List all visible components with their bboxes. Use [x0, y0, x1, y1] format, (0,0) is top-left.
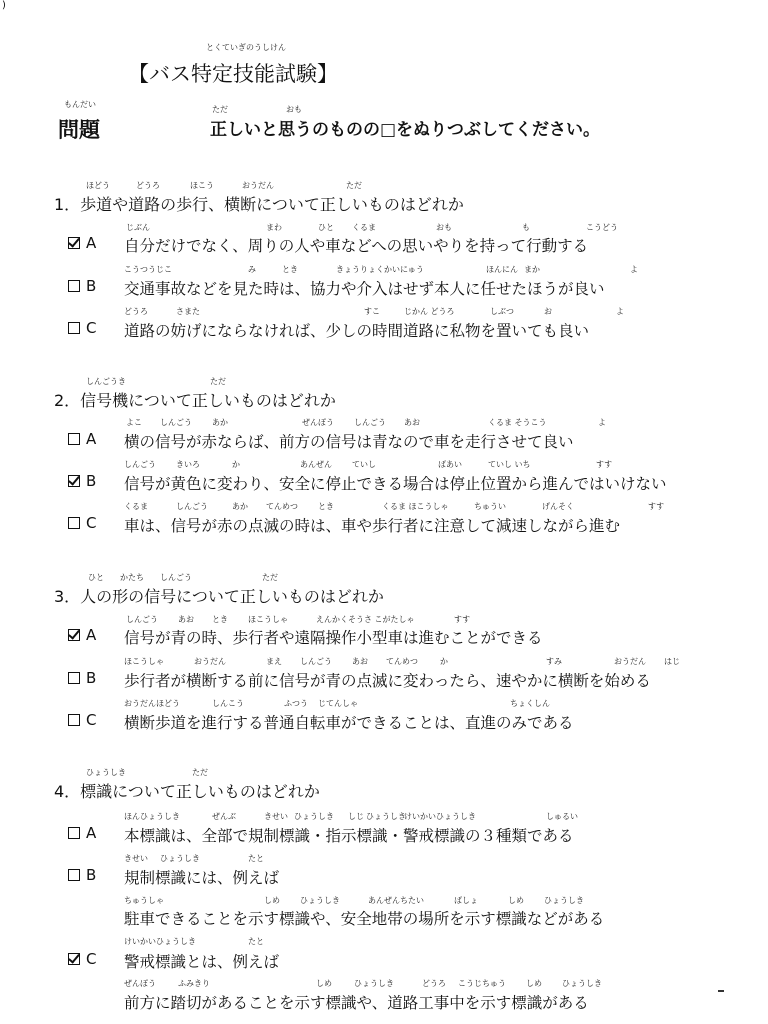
furigana: しんごう	[160, 418, 192, 427]
furigana: おうだん	[194, 657, 226, 666]
corner-mark: )	[2, 0, 6, 11]
furigana: あお	[178, 615, 194, 624]
furigana: かたち	[120, 573, 144, 582]
furigana: ひょうしき	[160, 854, 200, 863]
furigana: しんこう	[212, 699, 244, 708]
furigana: まえ	[266, 657, 282, 666]
furigana: ぜんぽう	[302, 418, 334, 427]
option-letter: A	[86, 626, 97, 644]
furigana: まか	[524, 265, 540, 274]
furigana: きょうりょくかいにゅう	[336, 265, 424, 274]
checkbox-4a[interactable]	[68, 827, 80, 839]
checkbox-2b[interactable]	[68, 475, 80, 487]
instruction-furigana-tada: ただ	[212, 105, 228, 114]
stray-mark	[718, 990, 724, 992]
furigana: しぶつ	[490, 307, 514, 316]
furigana: も	[522, 223, 530, 232]
furigana: きせい	[124, 854, 148, 863]
furigana: けいかいひょうしき	[404, 812, 476, 821]
furigana: ひょうしき	[294, 812, 334, 821]
option-text: 車は、信号が赤の点滅の時は、車や歩行者に注意して減速しながら進む	[124, 517, 621, 535]
furigana: おうだん	[614, 657, 646, 666]
furigana: しめ	[508, 896, 524, 905]
furigana: おうだんほどう	[124, 699, 180, 708]
furigana: じてんしゃ	[318, 699, 358, 708]
furigana: とき	[318, 502, 334, 511]
mondai-label: 問題	[58, 118, 100, 142]
option-text: 信号が黄色に変わり、安全に停止できる場合は停止位置から進んではいけない	[124, 475, 667, 493]
question-text: 1．歩道や道路の歩行、横断について正しいものはどれか	[54, 195, 464, 214]
checkbox-4b[interactable]	[68, 869, 80, 881]
furigana: しんごう	[124, 460, 156, 469]
furigana: しめ	[264, 896, 280, 905]
furigana: こうじちゅう	[458, 979, 506, 988]
furigana: ひと	[88, 573, 104, 582]
furigana: とき	[212, 615, 228, 624]
furigana: じかん どうろ	[404, 307, 455, 316]
instruction-furigana-omo: おも	[286, 105, 302, 114]
furigana: てんめつ	[266, 502, 298, 511]
furigana: しんごう	[176, 502, 208, 511]
furigana: すす	[648, 502, 665, 511]
furigana: あんぜんちたい	[368, 896, 424, 905]
furigana: たと	[248, 854, 264, 863]
checkbox-4c[interactable]	[68, 953, 80, 965]
furigana: ほこうしゃ	[124, 657, 164, 666]
option-text: 警戒標識とは、例えば	[124, 953, 280, 971]
furigana: しめ	[526, 979, 542, 988]
option-continuation-text: 前方に踏切があることを示す標識や、道路工事中を示す標識がある	[124, 994, 589, 1012]
exam-title: 【バス特定技能試験】	[128, 62, 338, 86]
furigana: あか	[212, 418, 228, 427]
title-furigana: とくていぎのうしけん	[206, 43, 286, 52]
furigana: まわ	[266, 223, 282, 232]
option-letter: A	[86, 824, 97, 842]
furigana: ていし	[352, 460, 376, 469]
furigana: しじ	[348, 812, 364, 821]
furigana: きせい	[264, 812, 288, 821]
furigana: くるま ほこうしゃ	[382, 502, 449, 511]
checkbox-3c[interactable]	[68, 714, 80, 726]
furigana: じぶん	[126, 223, 150, 232]
option-text: 道路の妨げにならなければ、少しの時間道路に私物を置いても良い	[124, 322, 590, 340]
furigana: か	[232, 460, 240, 469]
furigana: ほこうしゃ	[248, 615, 288, 624]
furigana: すみ	[546, 657, 562, 666]
option-letter: A	[86, 234, 97, 252]
option-text: 横の信号が赤ならば、前方の信号は青なので車を走行させて良い	[124, 433, 574, 451]
checkbox-3b[interactable]	[68, 672, 80, 684]
furigana: すこ	[364, 307, 380, 316]
furigana: けいかいひょうしき	[124, 937, 196, 946]
furigana: しめ	[316, 979, 332, 988]
furigana: ばあい	[438, 460, 462, 469]
furigana: ちゅうい	[474, 502, 506, 511]
furigana: ただ	[210, 377, 226, 386]
furigana: しんごう	[126, 615, 158, 624]
furigana: よこ	[126, 418, 142, 427]
furigana: しんごう	[354, 418, 386, 427]
furigana: しゅるい	[546, 812, 578, 821]
furigana: おも	[436, 223, 452, 232]
furigana: くるま	[124, 502, 148, 511]
checkbox-1c[interactable]	[68, 322, 80, 334]
furigana: あお	[404, 418, 420, 427]
option-text: 規制標識には、例えば	[124, 869, 280, 887]
furigana: あお	[352, 657, 368, 666]
option-letter: C	[86, 319, 97, 337]
option-letter: A	[86, 430, 97, 448]
option-letter: B	[86, 866, 97, 884]
furigana: ただ	[192, 768, 208, 777]
option-text: 本標識は、全部で規制標識・指示標識・警戒標識の３種類である	[124, 827, 574, 845]
furigana: はじ	[664, 657, 680, 666]
option-letter: B	[86, 472, 97, 490]
mondai-furigana: もんだい	[64, 100, 96, 109]
furigana: ほんひょうしき	[124, 812, 180, 821]
furigana: ただ	[346, 181, 362, 190]
option-text: 自分だけでなく、周りの人や車などへの思いやりを持って行動する	[124, 237, 589, 255]
furigana: ふつう	[284, 699, 308, 708]
furigana: さまた	[176, 307, 200, 316]
furigana: しんごう	[300, 657, 332, 666]
furigana: あんぜん	[300, 460, 332, 469]
furigana: ぜんぽう	[124, 979, 156, 988]
option-letter: B	[86, 277, 97, 295]
option-letter: C	[86, 711, 97, 729]
option-text: 横断歩道を進行する普通自転車ができることは、直進のみである	[124, 714, 574, 732]
furigana: こうつうじこ	[124, 265, 172, 274]
furigana: お	[544, 307, 552, 316]
furigana: ひょうしき	[366, 812, 406, 821]
furigana: すす	[454, 615, 471, 624]
furigana: ほんにん	[486, 265, 518, 274]
furigana: ちょくしん	[510, 699, 550, 708]
question-text: 3．人の形の信号について正しいものはどれか	[54, 587, 384, 606]
checkbox-1b[interactable]	[68, 280, 80, 292]
furigana: ひょうしき	[562, 979, 602, 988]
furigana: ふみきり	[178, 979, 210, 988]
furigana: み	[248, 265, 256, 274]
furigana: こうどう	[586, 223, 618, 232]
furigana: ぜんぶ	[212, 812, 236, 821]
option-letter: C	[86, 950, 97, 968]
furigana: ひょうしき	[544, 896, 584, 905]
option-letter: C	[86, 514, 97, 532]
furigana: ひょうしき	[354, 979, 394, 988]
furigana: ひょうしき	[86, 768, 126, 777]
question-text: 2．信号機について正しいものはどれか	[54, 391, 336, 410]
furigana: たと	[248, 937, 264, 946]
furigana: とき	[282, 265, 298, 274]
furigana: えんかくそうさ こがたしゃ	[316, 615, 415, 624]
option-text: 信号が青の時、歩行者や遠隔操作小型車は進むことができる	[124, 629, 543, 647]
furigana: おうだん	[242, 181, 274, 190]
furigana: しんごうき	[86, 377, 126, 386]
furigana: どうろ	[136, 181, 160, 190]
furigana: どうろ	[124, 307, 148, 316]
furigana: よ	[630, 265, 638, 274]
checkbox-2c[interactable]	[68, 517, 80, 529]
option-letter: B	[86, 669, 97, 687]
furigana: ばしょ	[454, 896, 478, 905]
furigana: よ	[616, 307, 624, 316]
furigana: くるま	[352, 223, 376, 232]
furigana: ほこう	[190, 181, 214, 190]
instruction-text: 正しいと思うのものの□をぬりつぶしてください。	[210, 120, 601, 140]
furigana: ていし いち	[488, 460, 531, 469]
furigana: げんそく	[542, 502, 574, 511]
furigana: か	[440, 657, 448, 666]
furigana: ただ	[262, 573, 278, 582]
furigana: きいろ	[176, 460, 200, 469]
checkbox-1a[interactable]	[68, 237, 80, 249]
checkbox-3a[interactable]	[68, 629, 80, 641]
furigana: ちゅうしゃ	[124, 896, 164, 905]
furigana: どうろ	[422, 979, 446, 988]
furigana: よ	[598, 418, 606, 427]
furigana: ひと	[318, 223, 334, 232]
furigana: てんめつ	[386, 657, 418, 666]
furigana: ひょうしき	[300, 896, 340, 905]
question-text: 4．標識について正しいものはどれか	[54, 782, 320, 801]
option-text: 歩行者が横断する前に信号が青の点滅に変わったら、速やかに横断を始める	[124, 672, 651, 690]
option-text: 交通事故などを見た時は、協力や介入はせず本人に任せたほうが良い	[124, 280, 605, 298]
furigana: すす	[596, 460, 613, 469]
checkbox-2a[interactable]	[68, 433, 80, 445]
option-continuation-text: 駐車できることを示す標識や、安全地帯の場所を示す標識などがある	[124, 910, 605, 928]
furigana: しんごう	[160, 573, 192, 582]
furigana: ほどう	[86, 181, 110, 190]
furigana: くるま そうこう	[488, 418, 547, 427]
furigana: あか	[232, 502, 248, 511]
